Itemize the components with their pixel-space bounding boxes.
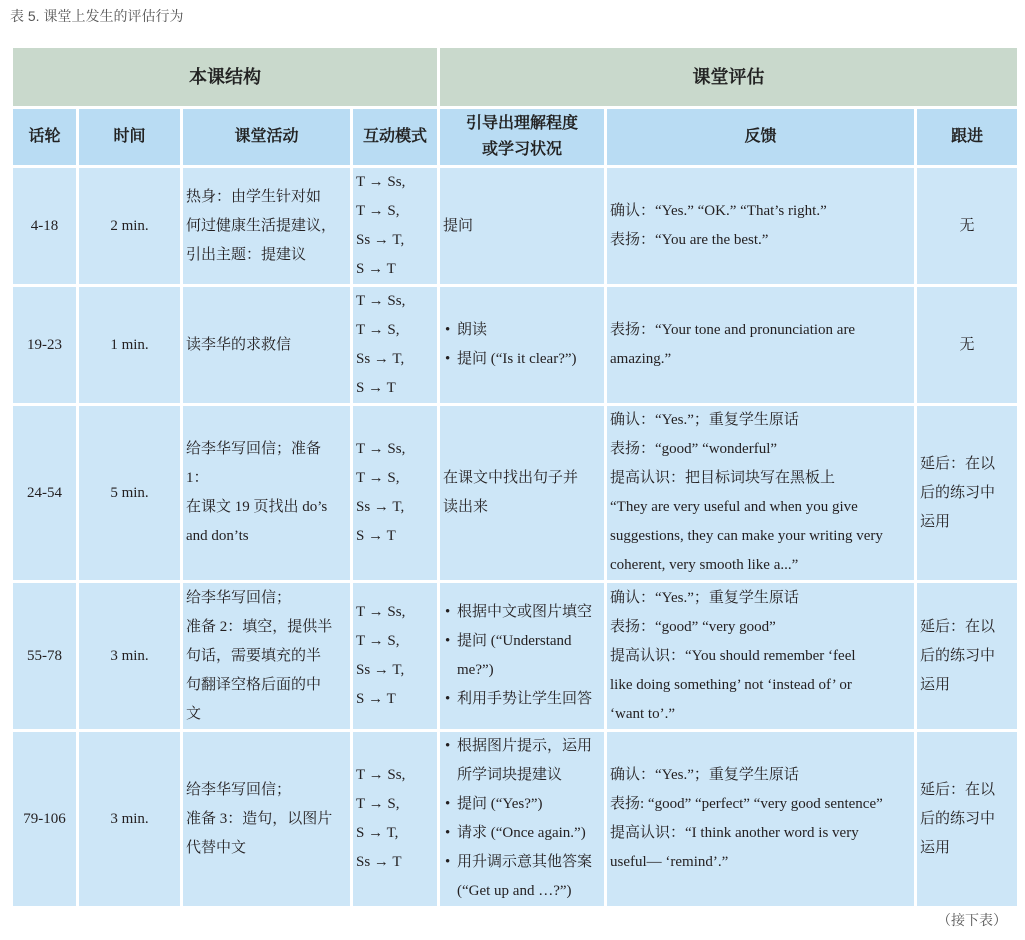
- table-row: [13, 406, 1017, 580]
- feedback-line: 表扬：“You are the best.”: [610, 232, 769, 248]
- activity-line: 热身：由学生针对如: [186, 188, 322, 205]
- cell-activity: [183, 168, 350, 284]
- follow-line: 后的练习中: [920, 810, 996, 827]
- follow-line: 无: [959, 217, 975, 234]
- col-header-elicit-line2: 或学习状况: [481, 141, 562, 158]
- cell-mode: [353, 583, 437, 729]
- feedback-line: 提高认识：把目标词块写在黑板上: [610, 470, 836, 486]
- elicit-list: [443, 732, 601, 906]
- col-header-mode: 互动模式: [353, 109, 437, 165]
- mode-line: T → S,: [356, 322, 400, 338]
- mode-line: Ss → T,: [356, 662, 405, 678]
- elicit-list-item: • 提问 (“Understand me?”): [457, 627, 601, 685]
- follow-line: 延后：在以: [920, 618, 996, 635]
- activity-line: 在课文 19 页找出 do’s: [186, 499, 328, 515]
- elicit-list-item: • 根据中文或图片填空: [457, 598, 601, 627]
- table-row: [13, 583, 1017, 729]
- table-row: [13, 168, 1017, 284]
- activity-line: 给李华写回信；: [186, 781, 292, 798]
- table-caption: 表 5. 课堂上发生的评估行为: [10, 8, 184, 24]
- cell-follow: [917, 168, 1017, 284]
- group-header-structure: 本课结构: [13, 48, 437, 106]
- cell-turn: 55-78: [13, 583, 76, 729]
- mode-line: S → T: [356, 691, 396, 707]
- table-body: [13, 168, 1017, 906]
- elicit-list: [443, 316, 601, 374]
- elicit-list-item: • 朗读: [457, 316, 601, 345]
- cell-activity: [183, 406, 350, 580]
- mode-line: T → S,: [356, 203, 400, 219]
- continued-note: （接下表）: [937, 912, 1007, 928]
- feedback-line: 提高认识：“You should remember ‘feel: [610, 647, 856, 664]
- col-header-time: 时间: [79, 109, 180, 165]
- cell-elicit: [440, 406, 604, 580]
- cell-turn: 19-23: [13, 287, 76, 403]
- col-header-turn: 话轮: [13, 109, 76, 165]
- cell-elicit: [440, 732, 604, 906]
- follow-line: 运用: [920, 513, 951, 530]
- col-header-follow: 跟进: [917, 109, 1017, 165]
- activity-line: 句话，需要填充的半: [186, 647, 322, 664]
- table-row: [13, 732, 1017, 906]
- follow-line: 运用: [920, 676, 951, 693]
- elicit-list-item: • 提问 (“Is it clear?”): [457, 345, 601, 374]
- cell-feedback: [607, 287, 914, 403]
- feedback-line: like doing something’ not ‘instead of’ or: [610, 676, 852, 693]
- feedback-line: 表扬：“Your tone and pronunciation are: [610, 322, 856, 338]
- feedback-line: 表扬: “good” “perfect” “very good sentence”: [610, 796, 883, 812]
- cell-follow: [917, 583, 1017, 729]
- mode-line: T → Ss,: [356, 293, 406, 309]
- feedback-line: amazing.”: [610, 351, 672, 367]
- activity-line: 文: [186, 705, 202, 722]
- mode-line: T → Ss,: [356, 604, 406, 620]
- cell-time: 3 min.: [79, 583, 180, 729]
- activity-line: 代替中文: [186, 839, 247, 856]
- cell-turn: 4-18: [13, 168, 76, 284]
- mode-line: T → S,: [356, 470, 400, 486]
- elicit-list-item: • 利用手势让学生回答: [457, 685, 601, 714]
- feedback-line: coherent, very smooth like a...”: [610, 557, 799, 573]
- col-header-elicit-line1: 引导出理解程度: [465, 115, 578, 132]
- follow-line: 延后：在以: [920, 781, 996, 798]
- feedback-line: 表扬：“good” “wonderful”: [610, 441, 778, 457]
- col-header-feedback: 反馈: [607, 109, 914, 165]
- cell-time: 5 min.: [79, 406, 180, 580]
- cell-turn: 79-106: [13, 732, 76, 906]
- follow-line: 后的练习中: [920, 484, 996, 501]
- cell-mode: [353, 287, 437, 403]
- feedback-line: 确认：“Yes.” “OK.” “That’s right.”: [610, 203, 827, 219]
- feedback-line: useful— ‘remind’.”: [610, 854, 729, 870]
- elicit-list-item: • 用升调示意其他答案 (“Get up and …?”): [457, 848, 601, 906]
- activity-line: 读李华的求救信: [186, 336, 292, 353]
- mode-line: Ss → T,: [356, 499, 405, 515]
- elicit-list-item: • 提问 (“Yes?”): [457, 790, 601, 819]
- follow-line: 运用: [920, 839, 951, 856]
- cell-follow: [917, 287, 1017, 403]
- follow-line: 延后：在以: [920, 455, 996, 472]
- cell-mode: [353, 732, 437, 906]
- cell-activity: [183, 732, 350, 906]
- mode-line: S → T: [356, 380, 396, 396]
- cell-feedback: [607, 583, 914, 729]
- activity-line: 引出主题：提建议: [186, 246, 307, 263]
- cell-activity: [183, 583, 350, 729]
- activity-line: 准备 3：造句，以图片: [186, 810, 333, 827]
- activity-line: 给李华写回信；准备 1：: [186, 441, 322, 486]
- follow-line: 无: [959, 336, 975, 353]
- cell-time: 3 min.: [79, 732, 180, 906]
- cell-follow: [917, 732, 1017, 906]
- mode-line: T → S,: [356, 633, 400, 649]
- mode-line: T → Ss,: [356, 767, 406, 783]
- mode-line: T → Ss,: [356, 441, 406, 457]
- cell-elicit: [440, 583, 604, 729]
- feedback-line: ‘want to’.”: [610, 705, 675, 722]
- feedback-line: 确认：“Yes.”；重复学生原话: [610, 589, 799, 606]
- mode-line: S → T: [356, 261, 396, 277]
- cell-feedback: [607, 732, 914, 906]
- mode-line: S → T,: [356, 825, 399, 841]
- cell-feedback: [607, 406, 914, 580]
- table-row: [13, 287, 1017, 403]
- mode-line: Ss → T,: [356, 351, 405, 367]
- feedback-line: 确认：“Yes.”；重复学生原话: [610, 767, 799, 783]
- activity-line: and don’ts: [186, 528, 249, 544]
- cell-time: 2 min.: [79, 168, 180, 284]
- cell-feedback: [607, 168, 914, 284]
- elicit-line: 在课文中找出句子并: [443, 470, 579, 486]
- assessment-table: [10, 45, 1020, 909]
- feedback-line: 确认：“Yes.”；重复学生原话: [610, 412, 799, 428]
- elicit-list-item: • 请求 (“Once again.”): [457, 819, 601, 848]
- cell-activity: [183, 287, 350, 403]
- feedback-line: suggestions, they can make your writing very: [610, 528, 883, 544]
- elicit-line: 读出来: [443, 499, 489, 515]
- feedback-line: 提高认识：“I think another word is very: [610, 825, 859, 841]
- activity-line: 句翻译空格后面的中: [186, 676, 322, 693]
- elicit-list-item: • 根据图片提示，运用所学词块提建议: [457, 732, 601, 790]
- follow-line: 后的练习中: [920, 647, 996, 664]
- mode-line: Ss → T: [356, 854, 402, 870]
- elicit-line: 提问: [443, 217, 474, 234]
- elicit-list: [443, 598, 601, 714]
- mode-line: Ss → T,: [356, 232, 405, 248]
- mode-line: T → Ss,: [356, 174, 406, 190]
- feedback-line: “They are very useful and when you give: [610, 499, 858, 515]
- cell-time: 1 min.: [79, 287, 180, 403]
- cell-mode: [353, 168, 437, 284]
- cell-elicit: [440, 168, 604, 284]
- cell-follow: [917, 406, 1017, 580]
- feedback-line: 表扬：“good” “very good”: [610, 618, 776, 635]
- activity-line: 何过健康生活提建议，: [186, 217, 337, 234]
- col-header-elicit: [440, 109, 604, 165]
- group-header-assessment: 课堂评估: [440, 48, 1017, 106]
- cell-mode: [353, 406, 437, 580]
- mode-line: T → S,: [356, 796, 400, 812]
- activity-line: 给李华写回信；: [186, 589, 292, 606]
- activity-line: 准备 2：填空，提供半: [186, 618, 333, 635]
- col-header-activity: 课堂活动: [183, 109, 350, 165]
- cell-turn: 24-54: [13, 406, 76, 580]
- mode-line: S → T: [356, 528, 396, 544]
- cell-elicit: [440, 287, 604, 403]
